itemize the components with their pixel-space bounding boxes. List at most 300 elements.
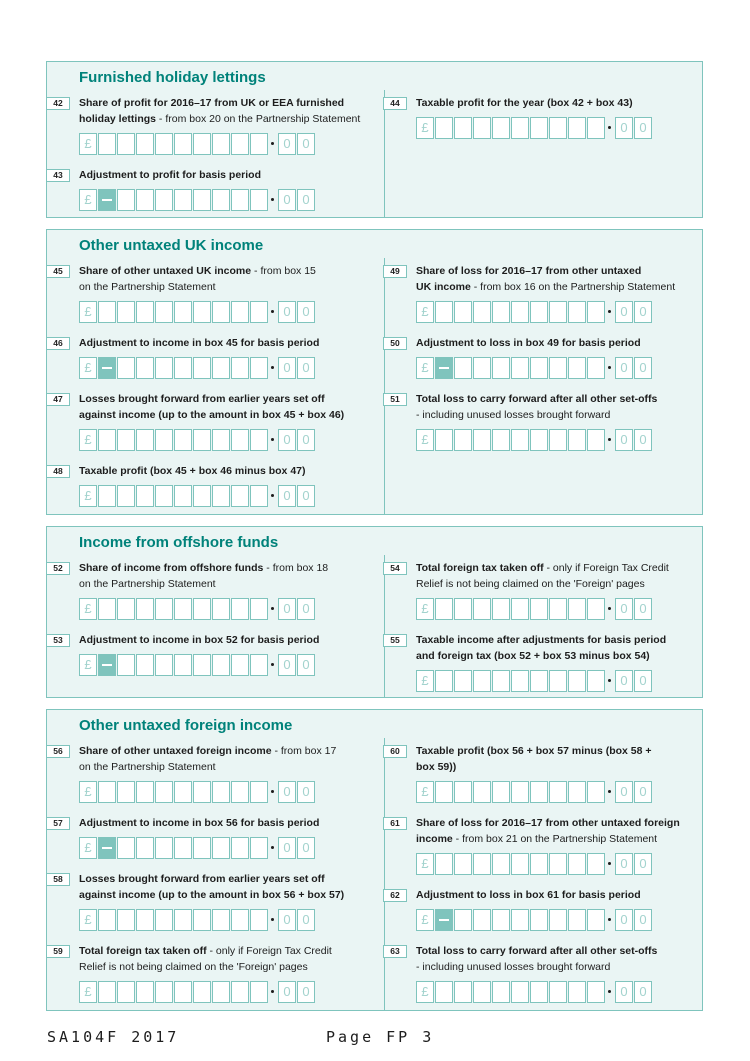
digit-box[interactable] <box>549 853 567 875</box>
digit-box[interactable] <box>212 357 230 379</box>
digit-box[interactable] <box>193 981 211 1003</box>
digit-box[interactable] <box>174 189 192 211</box>
digit-box[interactable] <box>473 429 491 451</box>
digit-box[interactable] <box>174 357 192 379</box>
digit-box[interactable] <box>231 909 249 931</box>
digit-box[interactable] <box>511 909 529 931</box>
field-label <box>79 871 344 903</box>
digit-box[interactable] <box>193 189 211 211</box>
currency-symbol: £ <box>416 670 434 692</box>
pence-box: 0 <box>634 670 652 692</box>
digit-box[interactable] <box>155 189 173 211</box>
label-text-bold: Share of other untaxed foreign income <box>79 745 272 757</box>
digit-box[interactable] <box>250 598 268 620</box>
pence-box: 0 <box>615 117 633 139</box>
digit-box[interactable] <box>435 598 453 620</box>
digit-box[interactable] <box>136 133 154 155</box>
digit-box[interactable] <box>492 357 510 379</box>
digit-box[interactable] <box>174 301 192 323</box>
digit-box[interactable] <box>492 598 510 620</box>
digit-box[interactable] <box>530 301 548 323</box>
digit-box[interactable] <box>511 429 529 451</box>
decimal-point <box>271 438 274 441</box>
section-title: Other untaxed UK income <box>79 237 264 254</box>
minus-sign-box[interactable] <box>98 654 116 676</box>
digit-box[interactable] <box>250 133 268 155</box>
label-line <box>79 263 316 279</box>
digit-box[interactable] <box>530 981 548 1003</box>
digit-box[interactable] <box>435 781 453 803</box>
digit-box[interactable] <box>231 485 249 507</box>
digit-box[interactable] <box>435 670 453 692</box>
digit-box[interactable] <box>174 654 192 676</box>
label-text-bold: against income (up to the amount in box 45 + box 46) <box>79 409 345 421</box>
digit-box[interactable] <box>136 654 154 676</box>
digit-box[interactable] <box>492 781 510 803</box>
box-number: 42 <box>46 97 70 110</box>
digit-box[interactable] <box>174 133 192 155</box>
currency-symbol: £ <box>416 429 434 451</box>
digit-box[interactable] <box>193 133 211 155</box>
digit-box[interactable] <box>117 837 135 859</box>
digit-box[interactable] <box>549 301 567 323</box>
digit-box[interactable] <box>492 981 510 1003</box>
digit-box[interactable] <box>155 301 173 323</box>
digit-box[interactable] <box>568 781 586 803</box>
label-text-bold: Taxable profit (box 45 + box 46 minus box 47) <box>79 465 306 477</box>
decimal-point <box>271 607 274 610</box>
minus-sign-box[interactable] <box>435 909 453 931</box>
box-number: 43 <box>46 169 70 182</box>
digit-box[interactable] <box>193 485 211 507</box>
digit-box[interactable] <box>231 654 249 676</box>
currency-symbol: £ <box>79 189 97 211</box>
box-number: 57 <box>46 817 70 830</box>
digit-box[interactable] <box>492 670 510 692</box>
digit-box[interactable] <box>435 981 453 1003</box>
digit-box[interactable] <box>231 981 249 1003</box>
pence-box: 0 <box>278 909 296 931</box>
pence-box: 0 <box>634 301 652 323</box>
field-label <box>416 335 641 351</box>
decimal-point <box>608 990 611 993</box>
digit-box[interactable] <box>98 981 116 1003</box>
digit-box[interactable] <box>549 598 567 620</box>
decimal-point <box>608 126 611 129</box>
digit-box[interactable] <box>568 598 586 620</box>
digit-box[interactable] <box>212 189 230 211</box>
currency-symbol: £ <box>416 598 434 620</box>
digit-box[interactable] <box>549 909 567 931</box>
digit-box[interactable] <box>231 133 249 155</box>
label-line <box>79 943 332 959</box>
digit-box[interactable] <box>587 357 605 379</box>
digit-box[interactable] <box>98 485 116 507</box>
digit-box[interactable] <box>98 781 116 803</box>
digit-box[interactable] <box>231 429 249 451</box>
digit-box[interactable] <box>193 357 211 379</box>
digit-box[interactable] <box>174 781 192 803</box>
digit-box[interactable] <box>212 654 230 676</box>
digit-box[interactable] <box>212 981 230 1003</box>
digit-box[interactable] <box>117 981 135 1003</box>
digit-box[interactable] <box>136 909 154 931</box>
digit-box[interactable] <box>435 429 453 451</box>
digit-box[interactable] <box>250 654 268 676</box>
decimal-point <box>271 366 274 369</box>
digit-box[interactable] <box>435 301 453 323</box>
digit-box[interactable] <box>250 909 268 931</box>
pence-box: 0 <box>297 598 315 620</box>
digit-box[interactable] <box>511 981 529 1003</box>
minus-sign-box[interactable] <box>435 357 453 379</box>
box-number: 54 <box>383 562 407 575</box>
box-number: 61 <box>383 817 407 830</box>
digit-box[interactable] <box>231 189 249 211</box>
digit-box[interactable] <box>511 781 529 803</box>
digit-box[interactable] <box>155 485 173 507</box>
digit-box[interactable] <box>530 429 548 451</box>
digit-box[interactable] <box>587 853 605 875</box>
label-text: - from box 20 on the Partnership Statement <box>156 113 361 125</box>
decimal-point <box>271 990 274 993</box>
digit-box[interactable] <box>212 485 230 507</box>
digit-box[interactable] <box>473 117 491 139</box>
digit-box[interactable] <box>117 781 135 803</box>
digit-box[interactable] <box>530 598 548 620</box>
label-line <box>416 759 652 775</box>
label-text-bold: Adjustment to income in box 56 for basis period <box>79 817 320 829</box>
digit-box[interactable] <box>155 357 173 379</box>
digit-box[interactable] <box>136 429 154 451</box>
digit-box[interactable] <box>250 485 268 507</box>
digit-box[interactable] <box>568 909 586 931</box>
digit-box[interactable] <box>174 837 192 859</box>
label-text: Relief is not being claimed on the 'Foreign' pages <box>416 578 645 590</box>
label-text-bold: Losses brought forward from earlier years set off <box>79 873 325 885</box>
digit-box[interactable] <box>473 670 491 692</box>
digit-box[interactable] <box>250 981 268 1003</box>
currency-symbol: £ <box>79 981 97 1003</box>
digit-box[interactable] <box>454 429 472 451</box>
digit-box[interactable] <box>530 853 548 875</box>
pence-box: 0 <box>278 654 296 676</box>
digit-box[interactable] <box>117 133 135 155</box>
digit-box[interactable] <box>435 117 453 139</box>
digit-box[interactable] <box>174 429 192 451</box>
currency-symbol: £ <box>79 781 97 803</box>
digit-box[interactable] <box>250 189 268 211</box>
digit-box[interactable] <box>250 301 268 323</box>
field-label <box>416 95 633 111</box>
digit-box[interactable] <box>587 909 605 931</box>
digit-box[interactable] <box>136 837 154 859</box>
field-label <box>416 632 666 664</box>
currency-symbol: £ <box>79 429 97 451</box>
digit-box[interactable] <box>250 357 268 379</box>
pence-box: 0 <box>615 853 633 875</box>
digit-box[interactable] <box>530 909 548 931</box>
pence-box: 0 <box>615 357 633 379</box>
digit-box[interactable] <box>212 429 230 451</box>
digit-box[interactable] <box>568 981 586 1003</box>
pence-box: 0 <box>634 429 652 451</box>
box-number: 48 <box>46 465 70 478</box>
digit-box[interactable] <box>511 117 529 139</box>
digit-box[interactable] <box>549 429 567 451</box>
digit-box[interactable] <box>492 301 510 323</box>
digit-box[interactable] <box>511 301 529 323</box>
label-text: on the Partnership Statement <box>79 281 216 293</box>
digit-box[interactable] <box>193 781 211 803</box>
field-label <box>79 943 332 975</box>
digit-box[interactable] <box>530 357 548 379</box>
digit-box[interactable] <box>155 909 173 931</box>
digit-box[interactable] <box>212 781 230 803</box>
digit-box[interactable] <box>155 429 173 451</box>
pence-box: 0 <box>278 598 296 620</box>
pence-box: 0 <box>297 189 315 211</box>
label-line <box>79 871 344 887</box>
digit-box[interactable] <box>492 909 510 931</box>
currency-symbol: £ <box>416 853 434 875</box>
digit-box[interactable] <box>549 781 567 803</box>
digit-box[interactable] <box>454 117 472 139</box>
digit-box[interactable] <box>212 301 230 323</box>
digit-box[interactable] <box>212 598 230 620</box>
box-number: 50 <box>383 337 407 350</box>
digit-box[interactable] <box>530 670 548 692</box>
pence-box: 0 <box>278 485 296 507</box>
digit-box[interactable] <box>549 357 567 379</box>
digit-box[interactable] <box>136 357 154 379</box>
digit-box[interactable] <box>117 429 135 451</box>
digit-box[interactable] <box>473 853 491 875</box>
field-label <box>79 95 360 127</box>
box-number: 46 <box>46 337 70 350</box>
label-text-bold: and foreign tax (box 52 + box 53 minus box 54) <box>416 650 650 662</box>
digit-box[interactable] <box>117 654 135 676</box>
digit-box[interactable] <box>231 357 249 379</box>
digit-box[interactable] <box>136 485 154 507</box>
decimal-point <box>608 438 611 441</box>
digit-box[interactable] <box>250 781 268 803</box>
digit-box[interactable] <box>193 301 211 323</box>
digit-box[interactable] <box>231 837 249 859</box>
digit-box[interactable] <box>250 429 268 451</box>
digit-box[interactable] <box>492 117 510 139</box>
digit-box[interactable] <box>492 429 510 451</box>
digit-box[interactable] <box>454 357 472 379</box>
digit-box[interactable] <box>136 598 154 620</box>
digit-box[interactable] <box>155 654 173 676</box>
currency-symbol: £ <box>79 598 97 620</box>
digit-box[interactable] <box>155 837 173 859</box>
digit-box[interactable] <box>568 670 586 692</box>
digit-box[interactable] <box>587 301 605 323</box>
minus-sign-box[interactable] <box>98 837 116 859</box>
decimal-point <box>271 198 274 201</box>
digit-box[interactable] <box>98 909 116 931</box>
digit-box[interactable] <box>435 853 453 875</box>
digit-box[interactable] <box>568 117 586 139</box>
digit-box[interactable] <box>473 598 491 620</box>
pence-box: 0 <box>615 781 633 803</box>
label-line <box>79 815 319 831</box>
label-text: - from box 21 on the Partnership Statement <box>452 833 658 845</box>
column-divider <box>384 258 385 514</box>
currency-symbol: £ <box>79 485 97 507</box>
digit-box[interactable] <box>155 133 173 155</box>
label-text-bold: Share of loss for 2016–17 from other untaxed <box>416 265 642 277</box>
digit-box[interactable] <box>98 301 116 323</box>
digit-box[interactable] <box>117 357 135 379</box>
currency-symbol: £ <box>416 357 434 379</box>
digit-box[interactable] <box>117 909 135 931</box>
digit-box[interactable] <box>568 357 586 379</box>
digit-box[interactable] <box>98 598 116 620</box>
digit-box[interactable] <box>454 598 472 620</box>
digit-box[interactable] <box>454 301 472 323</box>
digit-box[interactable] <box>473 909 491 931</box>
digit-box[interactable] <box>136 189 154 211</box>
digit-box[interactable] <box>587 429 605 451</box>
currency-symbol: £ <box>416 909 434 931</box>
digit-box[interactable] <box>454 781 472 803</box>
label-line <box>79 887 344 903</box>
digit-box[interactable] <box>117 485 135 507</box>
digit-box[interactable] <box>473 301 491 323</box>
digit-box[interactable] <box>117 189 135 211</box>
digit-box[interactable] <box>136 301 154 323</box>
label-text-bold: Share of income from offshore funds <box>79 562 264 574</box>
digit-box[interactable] <box>454 981 472 1003</box>
label-line <box>79 95 360 111</box>
label-line <box>79 407 344 423</box>
digit-box[interactable] <box>587 781 605 803</box>
digit-box[interactable] <box>231 781 249 803</box>
digit-box[interactable] <box>530 117 548 139</box>
digit-box[interactable] <box>568 301 586 323</box>
box-number: 51 <box>383 393 407 406</box>
label-line <box>416 263 675 279</box>
label-line <box>416 743 652 759</box>
digit-box[interactable] <box>193 598 211 620</box>
digit-box[interactable] <box>136 981 154 1003</box>
digit-box[interactable] <box>193 429 211 451</box>
digit-box[interactable] <box>117 301 135 323</box>
digit-box[interactable] <box>117 598 135 620</box>
digit-box[interactable] <box>155 598 173 620</box>
digit-box[interactable] <box>587 117 605 139</box>
column-divider <box>384 555 385 697</box>
label-line <box>79 959 332 975</box>
digit-box[interactable] <box>250 837 268 859</box>
label-line <box>79 111 360 127</box>
field-label <box>416 743 652 775</box>
digit-box[interactable] <box>549 981 567 1003</box>
digit-box[interactable] <box>98 133 116 155</box>
label-line <box>416 335 641 351</box>
digit-box[interactable] <box>568 429 586 451</box>
field-label <box>79 815 319 831</box>
decimal-point <box>608 918 611 921</box>
digit-box[interactable] <box>511 357 529 379</box>
digit-box[interactable] <box>174 981 192 1003</box>
pence-box: 0 <box>278 189 296 211</box>
label-line <box>79 279 316 295</box>
digit-box[interactable] <box>212 909 230 931</box>
pence-box: 0 <box>297 301 315 323</box>
digit-box[interactable] <box>587 670 605 692</box>
pence-box: 0 <box>634 117 652 139</box>
digit-box[interactable] <box>473 981 491 1003</box>
decimal-point <box>608 607 611 610</box>
label-line <box>416 560 669 576</box>
field-label <box>79 263 316 295</box>
digit-box[interactable] <box>473 781 491 803</box>
box-number: 47 <box>46 393 70 406</box>
digit-box[interactable] <box>193 909 211 931</box>
digit-box[interactable] <box>492 853 510 875</box>
digit-box[interactable] <box>136 781 154 803</box>
label-text: - from box 16 on the Partnership Statement <box>470 281 676 293</box>
label-text: - from box 18 <box>263 562 329 574</box>
label-line <box>79 560 328 576</box>
digit-box[interactable] <box>174 909 192 931</box>
label-text-bold: Taxable profit (box 56 + box 57 minus (box 58 + <box>416 745 652 757</box>
digit-box[interactable] <box>511 670 529 692</box>
currency-symbol: £ <box>79 837 97 859</box>
digit-box[interactable] <box>212 837 230 859</box>
digit-box[interactable] <box>549 670 567 692</box>
digit-box[interactable] <box>511 853 529 875</box>
pence-box: 0 <box>634 598 652 620</box>
digit-box[interactable] <box>193 654 211 676</box>
digit-box[interactable] <box>454 853 472 875</box>
box-number: 59 <box>46 945 70 958</box>
digit-box[interactable] <box>473 357 491 379</box>
label-text-bold: Share of loss for 2016–17 from other untaxed foreign <box>416 817 680 829</box>
label-line <box>79 759 336 775</box>
digit-box[interactable] <box>587 598 605 620</box>
minus-sign-box[interactable] <box>98 189 116 211</box>
digit-box[interactable] <box>231 598 249 620</box>
currency-symbol: £ <box>79 357 97 379</box>
digit-box[interactable] <box>193 837 211 859</box>
digit-box[interactable] <box>549 117 567 139</box>
digit-box[interactable] <box>511 598 529 620</box>
digit-box[interactable] <box>568 853 586 875</box>
digit-box[interactable] <box>155 781 173 803</box>
digit-box[interactable] <box>231 301 249 323</box>
decimal-point <box>271 494 274 497</box>
digit-box[interactable] <box>174 485 192 507</box>
digit-box[interactable] <box>174 598 192 620</box>
minus-sign-box[interactable] <box>98 357 116 379</box>
digit-box[interactable] <box>454 909 472 931</box>
digit-box[interactable] <box>454 670 472 692</box>
digit-box[interactable] <box>155 981 173 1003</box>
digit-box[interactable] <box>530 781 548 803</box>
digit-box[interactable] <box>98 429 116 451</box>
label-text-bold: Total foreign tax taken off <box>416 562 544 574</box>
digit-box[interactable] <box>212 133 230 155</box>
digit-box[interactable] <box>587 981 605 1003</box>
label-text-bold: UK income <box>416 281 471 293</box>
label-text: - only if Foreign Tax Credit <box>543 562 669 574</box>
label-text: - including unused losses brought forward <box>416 409 611 421</box>
